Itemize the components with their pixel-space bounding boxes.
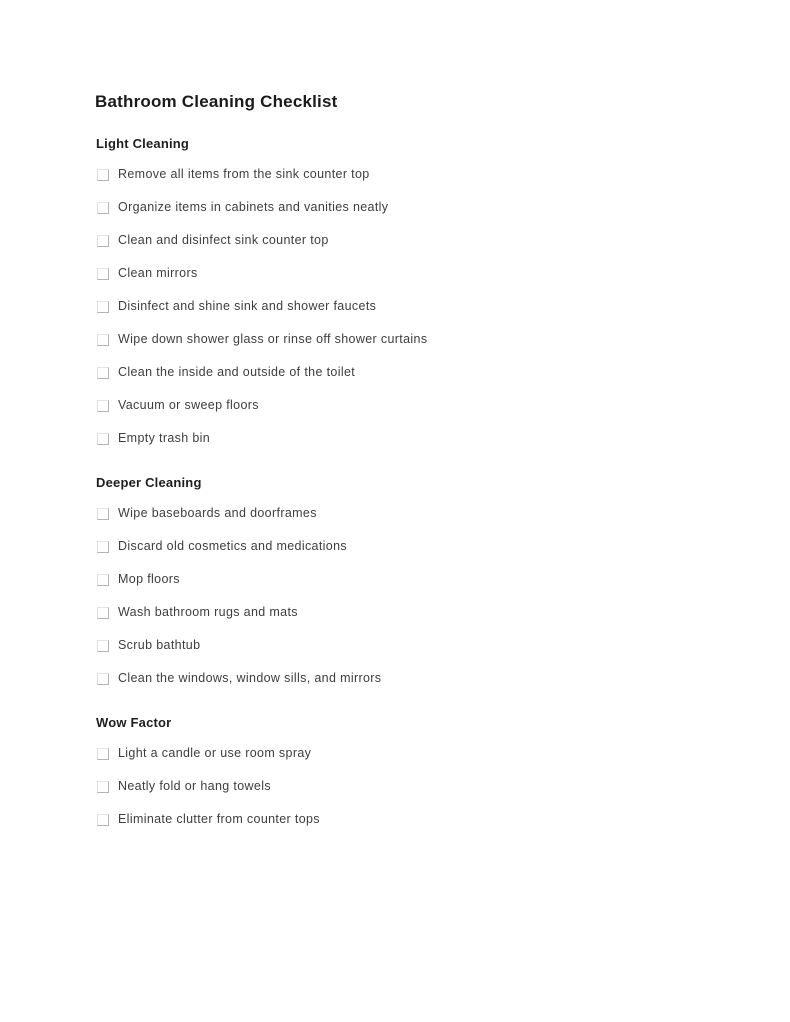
page-title: Bathroom Cleaning Checklist	[95, 92, 338, 111]
checklist-item-label: Neatly fold or hang towels	[118, 779, 271, 793]
checkbox-icon[interactable]	[97, 607, 109, 619]
checklist-item-label: Clean mirrors	[118, 266, 198, 280]
checkbox-icon[interactable]	[97, 640, 109, 652]
list-item	[97, 399, 730, 412]
section-heading: Light Cleaning	[96, 136, 190, 151]
list-item	[97, 780, 730, 793]
checklist	[95, 507, 730, 685]
checklist-section	[95, 476, 730, 685]
checklist-section	[95, 716, 730, 826]
checklist-item-label: Wipe baseboards and doorframes	[118, 506, 317, 520]
list-item	[97, 606, 730, 619]
checkbox-icon[interactable]	[97, 673, 109, 685]
checklist	[95, 747, 730, 826]
checkbox-icon[interactable]	[97, 334, 109, 346]
section-heading: Wow Factor	[96, 715, 172, 730]
list-item	[97, 507, 730, 520]
checklist-item-label: Light a candle or use room spray	[118, 746, 312, 760]
checkbox-icon[interactable]	[97, 202, 109, 214]
section-heading: Deeper Cleaning	[96, 475, 202, 490]
list-item	[97, 366, 730, 379]
checkbox-icon[interactable]	[97, 301, 109, 313]
list-item	[97, 573, 730, 586]
checkbox-icon[interactable]	[97, 169, 109, 181]
list-item	[97, 333, 730, 346]
checkbox-icon[interactable]	[97, 748, 109, 760]
checklist-item-label: Discard old cosmetics and medications	[118, 539, 348, 553]
checkbox-icon[interactable]	[97, 433, 109, 445]
list-item	[97, 813, 730, 826]
list-item	[97, 540, 730, 553]
checkbox-icon[interactable]	[97, 268, 109, 280]
checklist-item-label: Clean and disinfect sink counter top	[118, 233, 329, 247]
checklist	[95, 168, 730, 445]
checklist-item-label: Remove all items from the sink counter top	[118, 167, 370, 181]
list-item	[97, 300, 730, 313]
list-item	[97, 639, 730, 652]
checklist-item-label: Scrub bathtub	[118, 638, 201, 652]
checkbox-icon[interactable]	[97, 400, 109, 412]
list-item	[97, 201, 730, 214]
checklist-item-label: Organize items in cabinets and vanities neatly	[118, 200, 389, 214]
sections	[95, 137, 730, 826]
checklist-item-label: Wipe down shower glass or rinse off shower curtains	[118, 332, 428, 346]
list-item	[97, 672, 730, 685]
checklist-item-label: Eliminate clutter from counter tops	[118, 812, 320, 826]
checklist-item-label: Disinfect and shine sink and shower faucets	[118, 299, 377, 313]
checklist-item-label: Clean the inside and outside of the toilet	[118, 365, 356, 379]
list-item	[97, 432, 730, 445]
checklist-item-label: Wash bathroom rugs and mats	[118, 605, 298, 619]
checklist-section	[95, 137, 730, 445]
list-item	[97, 747, 730, 760]
checkbox-icon[interactable]	[97, 508, 109, 520]
checklist-item-label: Vacuum or sweep floors	[118, 398, 259, 412]
list-item	[97, 267, 730, 280]
checkbox-icon[interactable]	[97, 574, 109, 586]
list-item	[97, 168, 730, 181]
checkbox-icon[interactable]	[97, 814, 109, 826]
checkbox-icon[interactable]	[97, 235, 109, 247]
checklist-item-label: Empty trash bin	[118, 431, 211, 445]
checklist-item-label: Mop floors	[118, 572, 180, 586]
checkbox-icon[interactable]	[97, 781, 109, 793]
checkbox-icon[interactable]	[97, 541, 109, 553]
list-item	[97, 234, 730, 247]
checklist-item-label: Clean the windows, window sills, and mirrors	[118, 671, 382, 685]
checkbox-icon[interactable]	[97, 367, 109, 379]
